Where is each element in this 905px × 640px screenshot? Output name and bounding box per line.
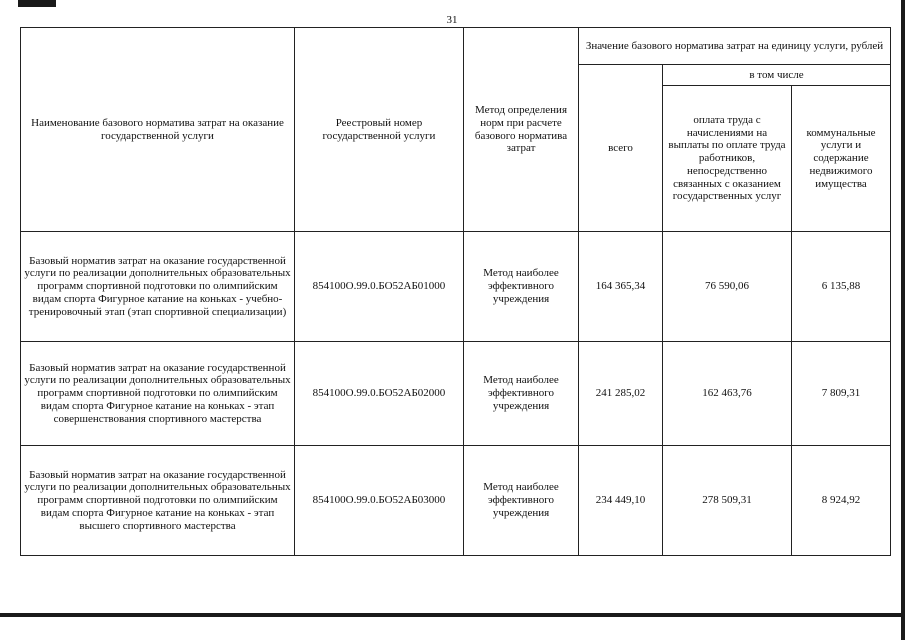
scan-corner-mark [18, 0, 56, 7]
cell-total: 241 285,02 [579, 342, 663, 446]
header-value-group: Значение базового норматива затрат на единицу услуги, рублей [579, 28, 891, 65]
cell-method: Метод наиболее эффективного учреждения [464, 232, 579, 342]
scan-bottom-border [0, 613, 905, 617]
cell-total: 234 449,10 [579, 446, 663, 556]
cell-total: 164 365,34 [579, 232, 663, 342]
cell-utilities: 7 809,31 [792, 342, 891, 446]
cell-registry-number: 854100О.99.0.БО52АБ02000 [295, 342, 464, 446]
cell-utilities: 8 924,92 [792, 446, 891, 556]
cell-norm-name: Базовый норматив затрат на оказание государственной услуги по реализации дополнительных образовательных программ спортивной подготовки по олимпийским видам спорта Фигурное катание на коньках - учебно-тренировочный этап (этап спортивной специализации) [21, 232, 295, 342]
cell-labor-costs: 278 509,31 [663, 446, 792, 556]
cell-registry-number: 854100О.99.0.БО52АБ03000 [295, 446, 464, 556]
cell-registry-number: 854100О.99.0.БО52АБ01000 [295, 232, 464, 342]
table-row [21, 342, 891, 446]
cell-utilities: 6 135,88 [792, 232, 891, 342]
cell-labor-costs: 76 590,06 [663, 232, 792, 342]
table-row [21, 446, 891, 556]
header-method: Метод определения норм при расчете базового норматива затрат [464, 28, 579, 232]
header-utilities: коммунальные услуги и содержание недвижимого имущества [792, 86, 891, 232]
scan-right-border [901, 0, 905, 640]
page-number: 31 [446, 14, 458, 26]
header-including: в том числе [663, 65, 891, 86]
cell-method: Метод наиболее эффективного учреждения [464, 342, 579, 446]
table-row [21, 232, 891, 342]
header-row [21, 28, 891, 65]
cell-method: Метод наиболее эффективного учреждения [464, 446, 579, 556]
cell-labor-costs: 162 463,76 [663, 342, 792, 446]
cell-norm-name: Базовый норматив затрат на оказание государственной услуги по реализации дополнительных образовательных программ спортивной подготовки по олимпийским видам спорта Фигурное катание на коньках - этап высшего спортивного мастерства [21, 446, 295, 556]
header-registry-number: Реестровый номер государственной услуги [295, 28, 464, 232]
header-labor-costs: оплата труда с начислениями на выплаты по оплате труда работников, непосредственно связанных с оказанием государственных услуг [663, 86, 792, 232]
header-name: Наименование базового норматива затрат на оказание государственной услуги [21, 28, 295, 232]
cell-norm-name: Базовый норматив затрат на оказание государственной услуги по реализации дополнительных образовательных программ спортивной подготовки по олимпийским видам спорта Фигурное катание на коньках - этап совершенствования спортивного мастерства [21, 342, 295, 446]
header-total: всего [579, 65, 663, 232]
cost-norms-table [20, 27, 891, 556]
